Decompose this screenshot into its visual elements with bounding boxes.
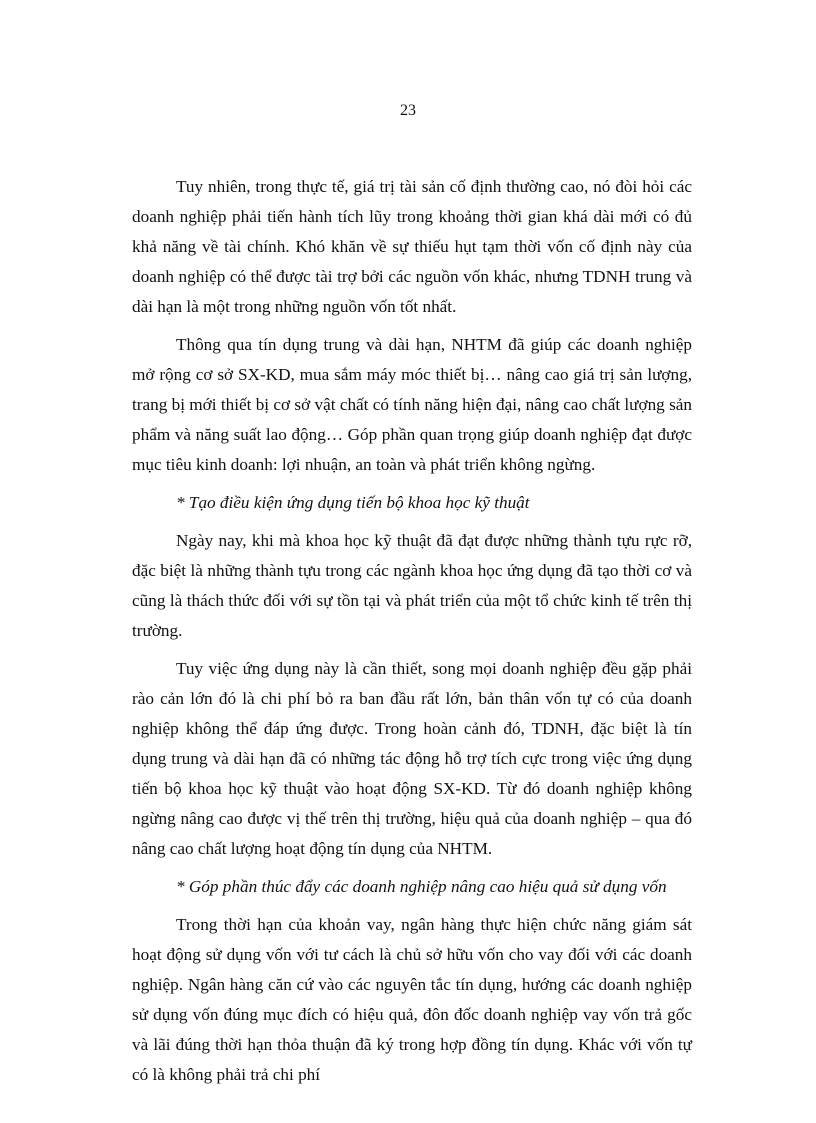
paragraph-technology-achievements: Ngày nay, khi mà khoa học kỹ thuật đã đạt được những thành tựu rực rỡ, đặc biệt là những thành tựu trong các ngành khoa học ứng dụng đã tạo thời cơ và cũng là thách thức đối với sự tồn tại và phát triển của một tổ chức kinh tế trên thị trường. [132, 531, 692, 640]
paragraph-medium-long-term-credit: Thông qua tín dụng trung và dài hạn, NHTM đã giúp các doanh nghiệp mở rộng cơ sở SX-KD, mua sắm máy móc thiết bị… nâng cao giá trị sản lượng, trang bị mới thiết bị cơ sở vật chất có tính năng hiện đại, nâng cao chất lượng sản phẩm và năng suất lao động… Góp phần quan trọng giúp doanh nghiệp đạt được mục tiêu kinh doanh: lợi nhuận, an toàn và phát triển không ngừng. [132, 335, 692, 474]
paragraph-technology-application: Tuy việc ứng dụng này là cần thiết, song mọi doanh nghiệp đều gặp phải rào cản lớn đó là chi phí bỏ ra ban đầu rất lớn, bản thân vốn tự có của doanh nghiệp không thể đáp ứng được. Trong hoàn cảnh đó, TDNH, đặc biệt là tín dụng trung và dài hạn đã có những tác động hỗ trợ tích cực trong việc ứng dụng tiến bộ khoa học kỹ thuật vào hoạt động SX-KD. Từ đó doanh nghiệp không ngừng nâng cao được vị thế trên thị trường, hiệu quả của doanh nghiệp – qua đó nâng cao chất lượng hoạt động tín dụng của NHTM. [132, 659, 692, 858]
page-body [132, 172, 692, 1090]
paragraph-fixed-assets: Tuy nhiên, trong thực tế, giá trị tài sản cố định thường cao, nó đòi hỏi các doanh nghiệp phải tiến hành tích lũy trong khoảng thời gian khá dài mới có đủ khả năng về tài chính. Khó khăn về sự thiếu hụt tạm thời vốn cố định này của doanh nghiệp có thể được tài trợ bởi các nguồn vốn khác, nhưng TDNH trung và dài hạn là một trong những nguồn vốn tốt nhất. [132, 177, 692, 316]
section-heading-capital-efficiency: * Góp phần thúc đẩy các doanh nghiệp nâng cao hiệu quả sử dụng vốn [176, 877, 667, 896]
section-heading-technology: * Tạo điều kiện ứng dụng tiến bộ khoa học kỹ thuật [176, 493, 530, 512]
paragraph-loan-supervision: Trong thời hạn của khoản vay, ngân hàng thực hiện chức năng giám sát hoạt động sử dụng vốn với tư cách là chủ sở hữu vốn cho vay đối với các doanh nghiệp. Ngân hàng căn cứ vào các nguyên tắc tín dụng, hướng các doanh nghiệp sử dụng vốn đúng mục đích có hiệu quả, đôn đốc doanh nghiệp vay vốn trả gốc và lãi đúng thời hạn thỏa thuận đã ký trong hợp đồng tín dụng. Khác với vốn tự có là không phải trả chi phí [132, 915, 692, 1084]
page-number: 23 [400, 102, 416, 119]
